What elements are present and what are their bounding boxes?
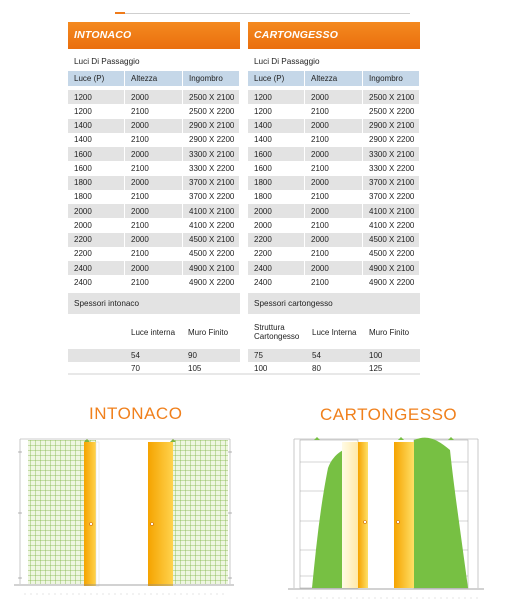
- table-cell: 2000: [305, 204, 363, 218]
- table-cell: 1600: [248, 161, 305, 175]
- table-cell: 1600: [68, 147, 125, 161]
- table-cell: 4100 X 2100: [183, 204, 240, 218]
- table-cell: 2500 X 2100: [363, 90, 420, 104]
- tables-shadow: [68, 373, 420, 375]
- table-row: [248, 190, 420, 204]
- table-cell: 1400: [68, 119, 125, 133]
- table-cell: 2400: [68, 261, 125, 275]
- table-row: [248, 261, 420, 275]
- spessori-cell: 54: [312, 350, 321, 360]
- table-cell: 2200: [68, 233, 125, 247]
- table-row: [68, 261, 240, 275]
- intonaco-drawing-label: INTONACO: [89, 404, 183, 423]
- table-cell: 2200: [68, 247, 125, 261]
- spessori-cell: 100: [254, 363, 268, 373]
- marker: [314, 437, 320, 440]
- table-row: [248, 247, 420, 261]
- table-row: [248, 119, 420, 133]
- intonaco-spessori-title: Spessori intonaco: [68, 293, 240, 314]
- table-cell: 4900 X 2100: [363, 261, 420, 275]
- spessori-cell: 70: [131, 363, 140, 373]
- table-row: [68, 133, 240, 147]
- cartongesso-spessori-title: Spessori cartongesso: [248, 293, 420, 314]
- table-row: [68, 275, 240, 289]
- table-cell: 2000: [68, 218, 125, 232]
- table-cell: 2000: [305, 233, 363, 247]
- table-cell: 4100 X 2200: [363, 218, 420, 232]
- spessori-cell: 54: [131, 350, 140, 360]
- table-cell: 1600: [68, 161, 125, 175]
- table-row: [248, 161, 420, 175]
- spessori-cell: 125: [369, 363, 383, 373]
- cartongesso-spessori-header: [248, 316, 420, 349]
- table-row: [68, 176, 240, 190]
- cartongesso-drawing: [282, 428, 498, 603]
- table-cell: 2100: [125, 133, 183, 147]
- spessori-cell: 105: [188, 363, 202, 373]
- handle-left: [364, 521, 367, 524]
- table-cell: 2900 X 2200: [363, 133, 420, 147]
- table-cell: 3700 X 2100: [183, 176, 240, 190]
- table-cell: 2000: [305, 176, 363, 190]
- table-cell: 2100: [125, 104, 183, 118]
- column-header: Altezza: [125, 71, 183, 86]
- table-cell: 2000: [248, 218, 305, 232]
- table-cell: 2100: [125, 247, 183, 261]
- top-rule-accent: [115, 12, 125, 14]
- table-cell: 2000: [125, 204, 183, 218]
- table-row: [248, 133, 420, 147]
- table-cell: 3300 X 2200: [183, 161, 240, 175]
- table-cell: 4100 X 2100: [363, 204, 420, 218]
- spessori-cell: 75: [254, 350, 263, 360]
- table-row: [68, 161, 240, 175]
- table-row: [68, 247, 240, 261]
- door-leaf-left: [358, 442, 368, 588]
- table-row: [68, 204, 240, 218]
- cartongesso-panel: [248, 22, 420, 375]
- table-cell: 2100: [305, 161, 363, 175]
- table-cell: 2000: [305, 261, 363, 275]
- table-cell: 2100: [305, 247, 363, 261]
- table-cell: 2500 X 2200: [363, 104, 420, 118]
- table-row: [68, 119, 240, 133]
- table-cell: 2000: [125, 233, 183, 247]
- table-cell: 1200: [68, 90, 125, 104]
- table-row: [68, 190, 240, 204]
- column-header: Altezza: [305, 71, 363, 86]
- cartongesso-drawing-label: CARTONGESSO: [320, 405, 458, 424]
- table-cell: 4500 X 2200: [363, 247, 420, 261]
- spessori-row: [68, 349, 240, 362]
- table-row: [68, 104, 240, 118]
- door-leaf-right: [394, 442, 414, 588]
- intonaco-header: [68, 22, 240, 49]
- plaster-right: [173, 440, 228, 584]
- table-cell: 2100: [125, 190, 183, 204]
- table-row: [68, 233, 240, 247]
- intonaco-drawing: [10, 430, 242, 600]
- table-cell: 4500 X 2100: [363, 233, 420, 247]
- door-jamb: [96, 442, 99, 586]
- table-cell: 2900 X 2100: [183, 119, 240, 133]
- table-cell: 2100: [305, 275, 363, 289]
- door-pale-left: [342, 442, 358, 588]
- table-cell: 3700 X 2100: [363, 176, 420, 190]
- door-leaf-right: [148, 442, 173, 586]
- spessori-cell: 80: [312, 363, 321, 373]
- table-row: [248, 275, 420, 289]
- intonaco-table: [68, 71, 240, 290]
- table-cell: 2100: [125, 161, 183, 175]
- table-cell: 3300 X 2100: [183, 147, 240, 161]
- spessori-column-header: Muro Finito: [188, 327, 229, 337]
- table-row: [248, 218, 420, 232]
- table-cell: 2500 X 2100: [183, 90, 240, 104]
- table-row: [68, 90, 240, 104]
- table-row: [248, 176, 420, 190]
- table-cell: 1800: [248, 190, 305, 204]
- table-cell: 1200: [248, 104, 305, 118]
- cartongesso-subtitle: Luci Di Passaggio: [254, 57, 320, 66]
- table-cell: 4500 X 2100: [183, 233, 240, 247]
- marker: [398, 437, 404, 440]
- spessori-cell: 90: [188, 350, 197, 360]
- table-cell: 1800: [68, 190, 125, 204]
- handle-left: [90, 523, 93, 526]
- table-cell: 2400: [68, 275, 125, 289]
- table-cell: 2900 X 2200: [183, 133, 240, 147]
- table-cell: 2000: [305, 90, 363, 104]
- top-rule: [115, 13, 410, 14]
- spessori-cell: 100: [369, 350, 383, 360]
- table-cell: 1600: [248, 147, 305, 161]
- column-header: Luce (P): [68, 71, 125, 86]
- cartongesso-title: CARTONGESSO: [254, 29, 339, 41]
- cartongesso-table: [248, 71, 420, 290]
- table-cell: 3300 X 2100: [363, 147, 420, 161]
- table-cell: 2200: [248, 233, 305, 247]
- table-cell: 2200: [248, 247, 305, 261]
- table-cell: 2000: [305, 119, 363, 133]
- table-row: [248, 147, 420, 161]
- table-cell: 4900 X 2200: [363, 275, 420, 289]
- spessori-column-header: Luce Interna: [312, 327, 357, 337]
- table-cell: 2100: [305, 218, 363, 232]
- table-cell: 1200: [248, 90, 305, 104]
- table-cell: 4500 X 2200: [183, 247, 240, 261]
- table-cell: 2900 X 2100: [363, 119, 420, 133]
- table-cell: 1400: [248, 119, 305, 133]
- table-row: [248, 204, 420, 218]
- table-cell: 2000: [125, 90, 183, 104]
- table-cell: 2100: [305, 190, 363, 204]
- table-cell: 1800: [68, 176, 125, 190]
- table-cell: 4100 X 2200: [183, 218, 240, 232]
- intonaco-subtitle: Luci Di Passaggio: [74, 57, 140, 66]
- table-cell: 2000: [68, 204, 125, 218]
- handle-right: [151, 523, 154, 526]
- table-cell: 2100: [305, 104, 363, 118]
- table-cell: 3300 X 2200: [363, 161, 420, 175]
- column-header: Luce (P): [248, 71, 305, 86]
- spessori-column-header: Struttura Cartongesso: [254, 323, 300, 341]
- spessori-column-header: Luce interna: [131, 327, 176, 337]
- table-cell: 2000: [125, 176, 183, 190]
- intonaco-title: INTONACO: [74, 29, 132, 41]
- table-cell: 2500 X 2200: [183, 104, 240, 118]
- table-cell: 2000: [125, 147, 183, 161]
- column-header: Ingombro: [183, 71, 240, 86]
- cartongesso-header: [248, 22, 420, 49]
- table-cell: 2400: [248, 261, 305, 275]
- table-cell: 3700 X 2200: [363, 190, 420, 204]
- table-cell: 2000: [248, 204, 305, 218]
- table-cell: 1800: [248, 176, 305, 190]
- table-row: [68, 147, 240, 161]
- table-row: [248, 90, 420, 104]
- intonaco-spessori-header: [68, 316, 240, 349]
- door-leaf-left: [84, 442, 96, 586]
- table-row: [68, 218, 240, 232]
- marker: [448, 437, 454, 440]
- table-cell: 2100: [305, 133, 363, 147]
- table-cell: 2100: [125, 275, 183, 289]
- table-cell: 4900 X 2200: [183, 275, 240, 289]
- spessori-row: [248, 349, 420, 362]
- spessori-column-header: Muro Finito: [369, 327, 410, 337]
- table-cell: 3700 X 2200: [183, 190, 240, 204]
- table-row: [248, 233, 420, 247]
- table-cell: 1200: [68, 104, 125, 118]
- table-cell: 2000: [305, 147, 363, 161]
- intonaco-panel: [68, 22, 240, 375]
- table-cell: 4900 X 2100: [183, 261, 240, 275]
- table-cell: 2100: [125, 218, 183, 232]
- table-cell: 2400: [248, 275, 305, 289]
- table-cell: 2000: [125, 119, 183, 133]
- table-cell: 2000: [125, 261, 183, 275]
- column-header: Ingombro: [363, 71, 420, 86]
- table-row: [248, 104, 420, 118]
- table-cell: 1400: [68, 133, 125, 147]
- table-cell: 1400: [248, 133, 305, 147]
- handle-right: [397, 521, 400, 524]
